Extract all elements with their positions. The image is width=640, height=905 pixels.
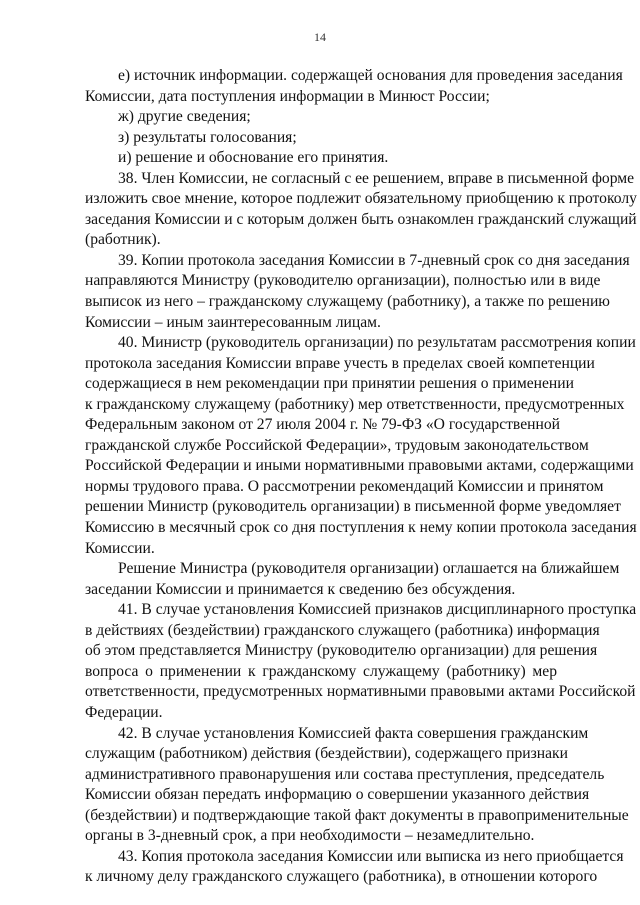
paragraph (85, 128, 557, 149)
text-line: (работник). (85, 231, 161, 249)
text-line: 43. Копия протокола заседания Комиссии или выписка из него приобщается (118, 847, 624, 865)
text-line: в действиях (бездействии) гражданского служащего (работника) информация (85, 621, 600, 639)
text-line: органы в 3-дневный срок, а при необходимости – незамедлительно. (85, 827, 535, 845)
text-line: ж) другие сведения; (118, 108, 251, 126)
paragraph (85, 600, 637, 723)
text-line: протокола заседания Комиссии вправе учесть в пределах своей компетенции (85, 354, 595, 372)
text-line: нормы трудового права. О рассмотрении рекомендаций Комиссии и принятом (85, 477, 604, 495)
text-line: изложить свое мнение, которое подлежит обязательному приобщению к протоколу (85, 190, 637, 208)
text-line: и) решение и обоснование его принятия. (118, 149, 389, 167)
text-line: заседания Комиссии и с которым должен быть ознакомлен гражданский служащий (85, 210, 637, 228)
paragraph (85, 559, 620, 600)
text-line: административного правонарушения или состава преступления, председатель (85, 765, 605, 783)
text-line: Российской Федерации и иными нормативными правовыми актами, содержащими (85, 457, 634, 475)
text-line: Решение Министра (руководителя организации) оглашается на ближайшем (118, 560, 620, 578)
paragraph (85, 847, 624, 888)
paragraph (85, 107, 557, 128)
text-line: ответственности, предусмотренных нормативными правовыми актами Российской (85, 683, 636, 701)
text-line: об этом представляется Министру (руководителю организации) для решения (85, 642, 598, 660)
text-line: 42. В случае установления Комиссией факта совершения гражданским (118, 724, 589, 742)
paragraph (85, 333, 637, 559)
text-line: Комиссии обязан передать информацию о совершении указанного действия (85, 786, 590, 804)
text-line: 41. В случае установления Комиссией признаков дисциплинарного проступка (118, 601, 637, 619)
paragraph (85, 169, 637, 251)
text-line: решении Министр (руководитель организации) в письменной форме уведомляет (85, 498, 621, 516)
text-line: Комиссии, дата поступления информации в Минюст России; (85, 87, 490, 105)
text-line: Комиссии – иным заинтересованным лицам. (85, 313, 381, 331)
paragraph (85, 148, 557, 169)
text-line: направляются Министру (руководителю организации), полностью или в виде (85, 272, 601, 290)
text-line: к гражданскому служащему (работнику) мер ответственности, предусмотренных (85, 395, 625, 413)
text-line: 38. Член Комиссии, не согласный с ее решением, вправе в письменной форме (118, 169, 635, 187)
text-line: Комиссии. (85, 539, 155, 557)
text-line: содержащиеся в нем рекомендации при принятии решения о применении (85, 375, 574, 393)
text-line: (бездействии) и подтверждающие такой факт документы в правоприменительные (85, 806, 629, 824)
paragraph (85, 251, 630, 333)
text-line: Федеральным законом от 27 июля 2004 г. № 79-ФЗ «О государственной (85, 416, 560, 434)
document-body (85, 66, 637, 888)
text-line: вопроса о применении к гражданскому служащему (работнику) мер (85, 662, 557, 680)
text-line: Федерации. (85, 703, 163, 721)
text-line: 39. Копии протокола заседания Комиссии в 7-дневный срок со дня заседания (118, 251, 630, 269)
text-line: заседании Комиссии и принимается к сведению без обсуждения. (85, 580, 516, 598)
text-line: е) источник информации. содержащей основания для проведения заседания (118, 67, 623, 84)
text-line: выписок из него – гражданскому служащему (работнику), а также по решению (85, 293, 610, 311)
text-line: служащим (работником) действия (бездействии), содержащего признаки (85, 745, 568, 763)
text-line: 40. Министр (руководитель организации) по результатам рассмотрения копии (118, 334, 636, 352)
text-line: Комиссию в месячный срок со дня поступления к нему копии протокола заседания (85, 519, 637, 537)
paragraph (85, 66, 623, 107)
text-line: гражданской службе Российской Федерации», трудовым законодательством (85, 436, 589, 454)
page-number: 14 (314, 30, 326, 44)
text-line: з) результаты голосования; (118, 128, 297, 146)
paragraph (85, 724, 629, 847)
text-line: к личному делу гражданского служащего (работника), в отношении которого (85, 868, 598, 886)
